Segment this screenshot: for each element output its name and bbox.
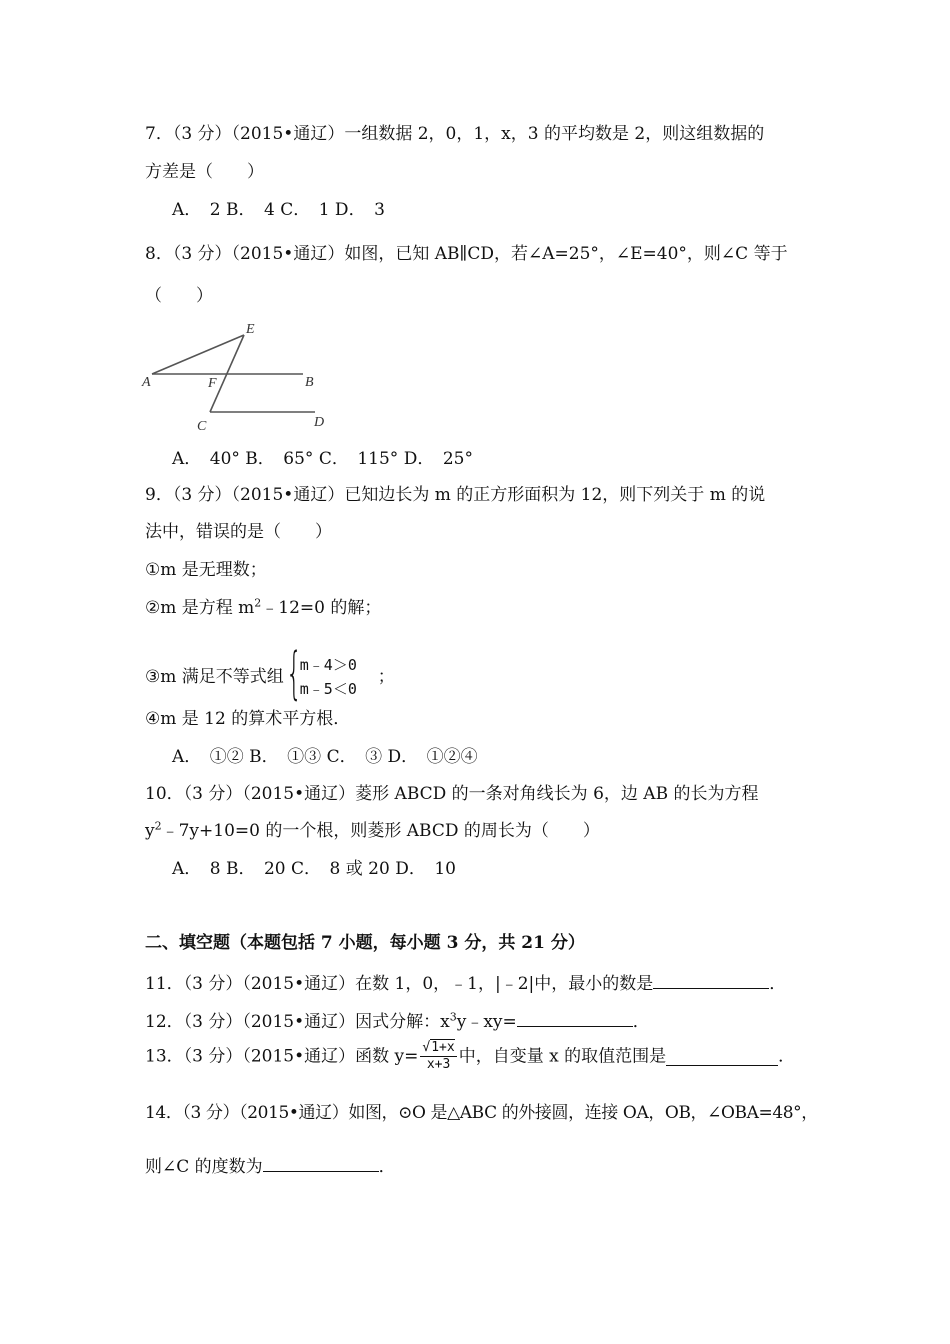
q11 — [145, 970, 786, 995]
inequality-row-2: m﹣5＜0 — [299, 680, 357, 698]
label-b: B — [305, 375, 314, 390]
q14-l2-post: ． — [378, 1157, 396, 1177]
q9-statement1: ①m 是无理数； — [145, 560, 267, 580]
q9-s2-sup: 2 — [254, 596, 262, 610]
q10-line1: 10．（3 分）（2015•通辽）菱形 ABCD 的一条对角线长为 6，边 AB 的长为方程 — [145, 784, 759, 804]
q9-s3-post: ； — [377, 667, 395, 687]
q13-frac-num: √1+x — [422, 1040, 455, 1055]
label-f: F — [208, 376, 217, 391]
q9-statement3 — [145, 641, 395, 706]
q12-mid: y﹣xy= — [456, 1012, 517, 1032]
q13-fraction — [420, 1040, 456, 1073]
q10-l2-sup: 2 — [154, 819, 162, 833]
inequality-row-1: m﹣4＞0 — [299, 656, 357, 674]
q11-answer-blank[interactable] — [653, 970, 769, 989]
label-d: D — [314, 415, 325, 430]
brace-icon: { — [285, 641, 302, 706]
q13-mid: 中，自变量 x 的取值范围是 — [458, 1046, 667, 1067]
label-c: C — [197, 419, 207, 434]
label-a: A — [142, 375, 151, 390]
q14-l2-pre: 则∠C 的度数为 — [145, 1157, 263, 1177]
q9-line1: 9．（3 分）（2015•通辽）已知边长为 m 的正方形面积为 12，则下列关于 m 的说 — [145, 485, 766, 505]
section2-heading: 二、填空题（本题包括 7 小题，每小题 3 分，共 21 分） — [145, 933, 585, 953]
q9-s2-post: ﹣12=0 的解； — [261, 598, 382, 618]
q11-pre: 11．（3 分）（2015•通辽）在数 1，0，﹣1，|﹣2|中，最小的数是 — [145, 974, 654, 994]
q12-pre: 12．（3 分）（2015•通辽）因式分解：x — [145, 1012, 450, 1032]
q13-pre: 13．（3 分）（2015•通辽）函数 y= — [145, 1046, 419, 1067]
q9-s2-pre: ②m 是方程 m — [145, 598, 255, 618]
q8-line1: 8．（3 分）（2015•通辽）如图，已知 AB∥CD，若∠A=25°，∠E=40°，则∠C 等于 — [145, 244, 788, 264]
q11-post: ． — [769, 974, 787, 994]
q8-line2: （ ） — [145, 286, 213, 306]
q7-line2: 方差是（ ） — [145, 162, 264, 182]
q12-sup: 3 — [449, 1010, 457, 1024]
inequality-system — [285, 641, 378, 706]
q14-answer-blank[interactable] — [263, 1153, 379, 1172]
q10-l2-post: ﹣7y+10=0 的一个根，则菱形 ABCD 的周长为（ ） — [161, 821, 600, 841]
q9-statement4: ④m 是 12 的算术平方根． — [145, 709, 351, 729]
q10-l2-pre: y — [145, 821, 155, 841]
q10-options: A． 8 B． 20 C． 8 或 20 D． 10 — [172, 859, 456, 879]
q7-options: A． 2 B． 4 C． 1 D． 3 — [172, 200, 385, 220]
q7-line1: 7．（3 分）（2015•通辽）一组数据 2，0，1，x，3 的平均数是 2，则这组数据的 — [145, 124, 765, 144]
q9-statement2 — [145, 597, 381, 619]
q12 — [145, 1008, 650, 1033]
label-e: E — [246, 322, 255, 337]
q8-figure — [138, 318, 338, 436]
q14-line2 — [145, 1153, 396, 1178]
q10-line2 — [145, 820, 600, 842]
q12-post: ． — [632, 1012, 650, 1032]
q9-line2: 法中，错误的是（ ） — [145, 522, 332, 542]
q13-sqrt: 1+x — [431, 1040, 455, 1055]
q12-answer-blank[interactable] — [517, 1008, 633, 1027]
q9-s3-pre: ③m 满足不等式组 — [145, 667, 284, 687]
q13-frac-den: x+3 — [426, 1057, 451, 1072]
q8-options: A． 40° B． 65° C． 115° D． 25° — [172, 449, 473, 469]
q13-answer-blank[interactable] — [666, 1047, 778, 1066]
q14-line1: 14．（3 分）（2015•通辽）如图，⊙O 是△ABC 的外接圆，连接 OA，OB，∠OBA=48°， — [145, 1103, 818, 1123]
q13-post: ． — [778, 1046, 796, 1067]
q13 — [145, 1040, 795, 1073]
q9-options: A． ①② B． ①③ C． ③ D． ①②④ — [172, 747, 478, 767]
